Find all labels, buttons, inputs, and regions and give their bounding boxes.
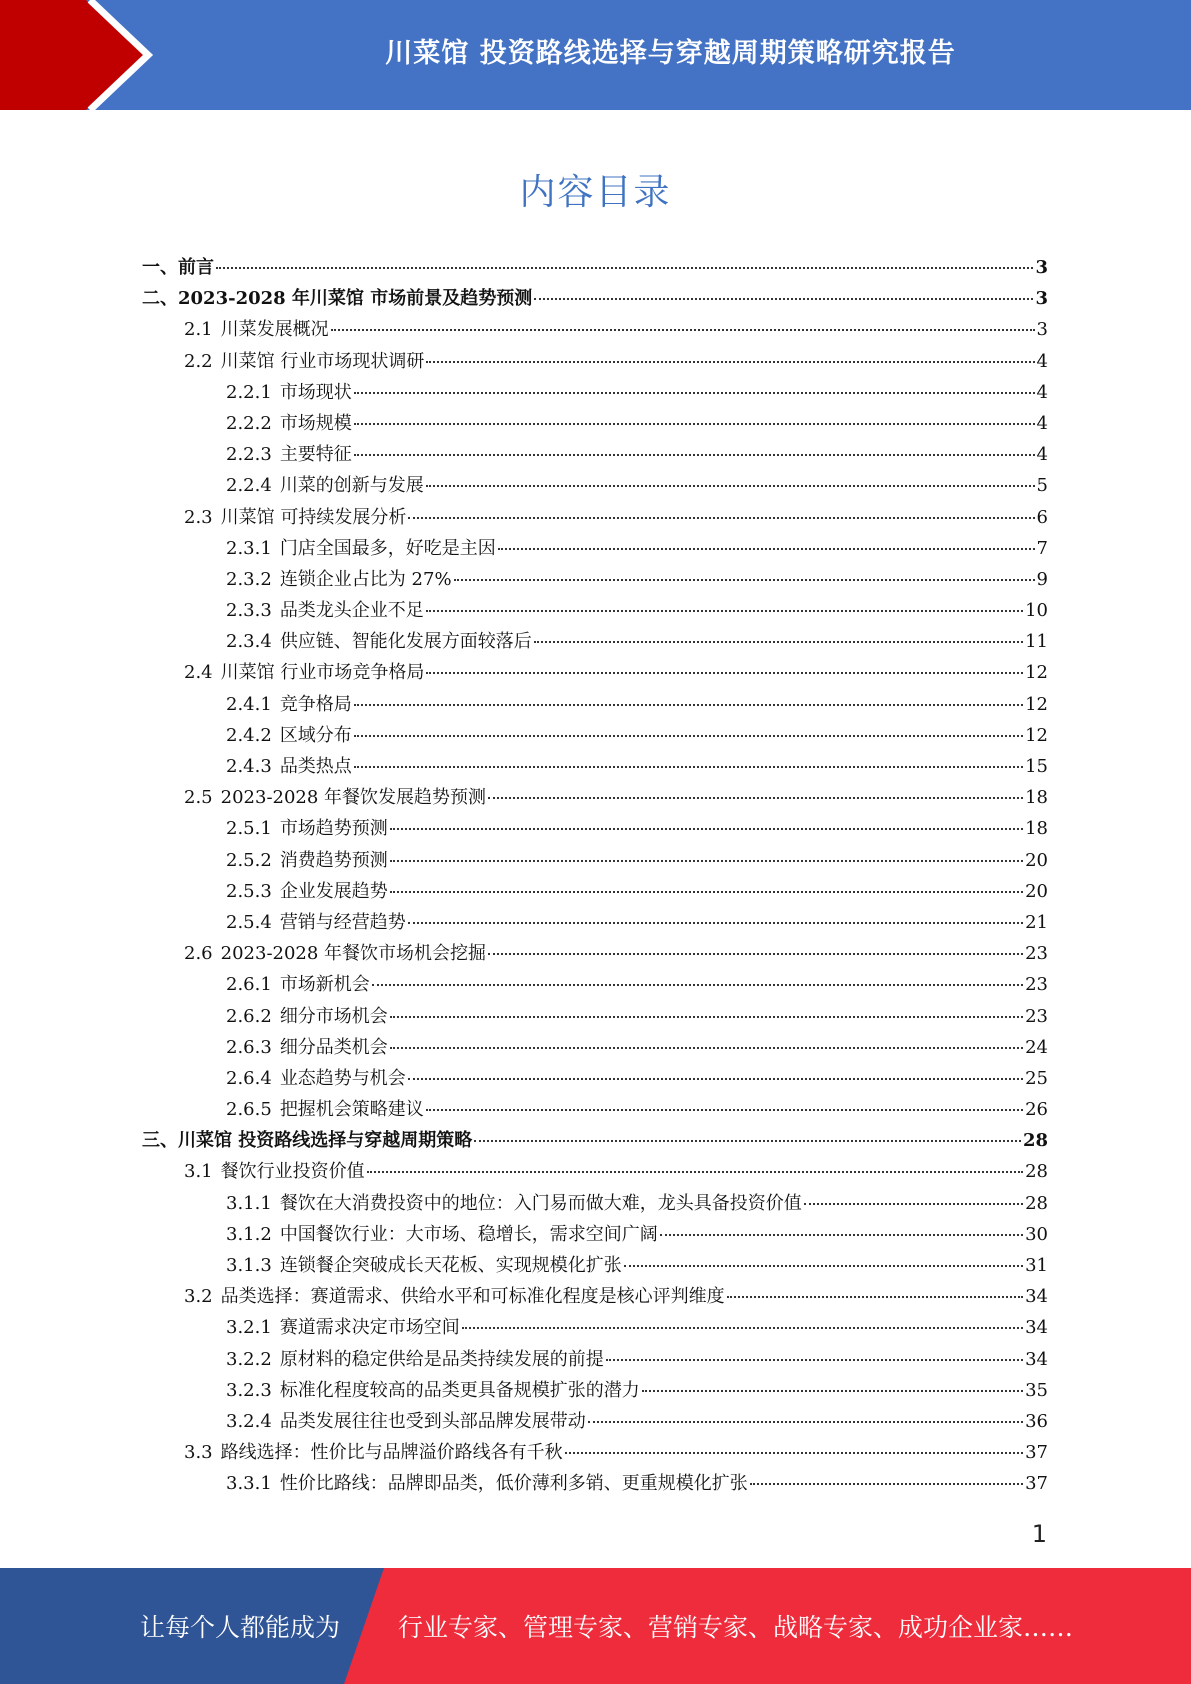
toc-dot-leader	[354, 735, 1023, 737]
toc-entry-title: 川菜馆 行业市场现状调研	[220, 350, 425, 372]
toc-entry-number: 2.4.3	[226, 756, 272, 777]
toc-dot-leader	[354, 704, 1023, 706]
toc-entry-page: 6	[1036, 506, 1048, 528]
toc-dot-leader	[372, 984, 1023, 986]
toc-entry-page: 24	[1025, 1036, 1048, 1058]
toc-entry[interactable]	[142, 1157, 1048, 1188]
toc-entry-title: 门店全国最多，好吃是主因	[279, 537, 496, 559]
toc-dot-leader	[390, 828, 1023, 830]
toc-entry-number: 3.2.3	[226, 1379, 272, 1401]
toc-entry-title: 供应链、智能化发展方面较落后	[279, 631, 532, 653]
toc-entry-number: 2.2	[184, 350, 213, 372]
toc-entry-title: 赛道需求决定市场空间	[279, 1317, 460, 1339]
toc-dot-leader	[462, 1327, 1023, 1329]
toc-entry-number: 2.1	[184, 319, 213, 341]
toc-entry-number: 2.3.3	[226, 600, 272, 622]
toc-entry[interactable]	[142, 1313, 1048, 1344]
toc-entry-page: 18	[1025, 818, 1048, 840]
toc-entry-number: 3.3.1	[226, 1473, 272, 1495]
toc-dot-leader	[426, 1109, 1023, 1111]
toc-entry-number: 2.5.1	[226, 818, 272, 840]
toc-entry-number: 2.2.1	[226, 381, 272, 403]
toc-entry-page: 15	[1025, 756, 1048, 777]
toc-entry[interactable]	[142, 378, 1048, 409]
toc-entry-number: 2.4	[184, 662, 213, 684]
toc-dot-leader	[488, 797, 1023, 799]
toc-dot-leader	[408, 922, 1023, 924]
toc-entry[interactable]	[142, 565, 1048, 596]
toc-entry-title: 竞争格局	[279, 693, 352, 715]
page-header	[0, 0, 1191, 110]
toc-entry[interactable]	[142, 877, 1048, 908]
toc-entry-page: 4	[1036, 412, 1048, 434]
toc-entry-page: 23	[1025, 1005, 1048, 1027]
toc-entry[interactable]	[142, 721, 1048, 752]
toc-dot-leader	[354, 454, 1035, 456]
toc-entry[interactable]	[142, 347, 1048, 378]
toc-entry-title: 川菜发展概况	[220, 319, 329, 341]
toc-dot-leader	[804, 1203, 1023, 1205]
toc-entry-number: 2.3.2	[226, 568, 272, 590]
toc-entry[interactable]	[142, 1002, 1048, 1033]
toc-entry[interactable]	[142, 1064, 1048, 1095]
toc-entry-number: 3.2.4	[226, 1410, 272, 1432]
toc-entry-page: 34	[1025, 1348, 1048, 1370]
toc-entry-page: 4	[1036, 350, 1048, 372]
toc-entry-page: 23	[1025, 943, 1048, 965]
toc-entry-page: 21	[1025, 911, 1048, 933]
toc-entry-page: 11	[1025, 631, 1048, 653]
toc-entry[interactable]	[142, 970, 1048, 1001]
toc-dot-leader	[642, 1390, 1023, 1392]
toc-entry-page: 28	[1022, 1130, 1048, 1152]
toc-entry-title: 餐饮在大消费投资中的地位：入门易而做大难，龙头具备投资价值	[279, 1192, 802, 1214]
toc-entry-title: 市场规模	[279, 412, 352, 434]
toc-entry-page: 3	[1036, 319, 1048, 341]
toc-entry-page: 4	[1036, 444, 1048, 466]
toc-entry[interactable]	[142, 1282, 1048, 1313]
toc-entry-title: 市场趋势预测	[279, 818, 388, 840]
toc-dot-leader	[390, 891, 1023, 893]
toc-entry-page: 12	[1025, 724, 1048, 746]
toc-entry-number: 2.6.5	[226, 1099, 272, 1121]
toc-entry-title: 品类选择：赛道需求、供给水平和可标准化程度是核心评判维度	[220, 1286, 725, 1308]
toc-entry-page: 34	[1025, 1286, 1048, 1308]
toc-heading: 内容目录	[519, 172, 672, 213]
toc-entry-title: 把握机会策略建议	[279, 1099, 424, 1121]
toc-dot-leader	[426, 485, 1035, 487]
toc-entry-number: 3.1	[184, 1161, 213, 1183]
toc-entry[interactable]	[142, 284, 1048, 315]
toc-entry-number: 3.3	[184, 1442, 213, 1464]
toc-entry-page: 37	[1025, 1442, 1048, 1464]
toc-dot-leader	[216, 267, 1033, 269]
toc-dot-leader	[498, 548, 1035, 550]
toc-entry-title: 川菜馆 可持续发展分析	[220, 506, 407, 528]
toc-entry[interactable]	[142, 503, 1048, 534]
toc-entry-page: 9	[1036, 568, 1048, 590]
toc-entry-page: 20	[1025, 880, 1048, 902]
toc-entry-title: 一、前言	[142, 257, 214, 278]
toc-entry-title: 细分市场机会	[279, 1005, 388, 1027]
toc-dot-leader	[408, 1078, 1023, 1080]
toc-entry[interactable]	[142, 1438, 1048, 1469]
toc-entry-page: 25	[1025, 1067, 1048, 1089]
toc-entry-number: 2.5	[184, 787, 213, 809]
toc-entry-title: 业态趋势与机会	[279, 1067, 406, 1089]
toc-entry-title: 中国餐饮行业：大市场、稳增长，需求空间广阔	[279, 1223, 658, 1245]
toc-entry-number: 2.4.1	[226, 693, 272, 715]
toc-entry[interactable]	[142, 1251, 1048, 1282]
toc-entry-number: 3.1.2	[226, 1223, 272, 1245]
toc-dot-leader	[660, 1234, 1023, 1236]
toc-dot-leader	[750, 1483, 1023, 1485]
toc-entry-page: 10	[1025, 600, 1048, 622]
page-footer	[0, 1568, 1191, 1684]
toc-entry[interactable]	[142, 440, 1048, 471]
toc-entry-page: 34	[1025, 1317, 1048, 1339]
toc-dot-leader	[727, 1296, 1023, 1298]
toc-entry-page: 5	[1036, 475, 1048, 497]
toc-dot-leader	[488, 953, 1023, 955]
toc-entry[interactable]	[142, 534, 1048, 565]
toc-entry-title: 连锁企业占比为 27%	[279, 568, 452, 590]
toc-dot-leader	[354, 423, 1035, 425]
toc-entry-title: 川菜馆 行业市场竞争格局	[220, 662, 425, 684]
toc-entry-title: 市场现状	[279, 381, 352, 403]
toc-entry[interactable]	[142, 315, 1048, 346]
toc-entry-number: 3.1.3	[226, 1255, 272, 1276]
toc-dot-leader	[624, 1265, 1023, 1267]
toc-entry-title: 2023-2028 年餐饮发展趋势预测	[220, 787, 487, 809]
toc-entry-number: 2.3.1	[226, 537, 272, 559]
toc-entry[interactable]	[142, 690, 1048, 721]
toc-dot-leader	[390, 1016, 1023, 1018]
toc-entry-page: 3	[1035, 288, 1048, 310]
toc-entry-number: 2.2.2	[226, 412, 272, 434]
toc-entry-title: 细分品类机会	[279, 1036, 388, 1058]
toc-entry-title: 三、川菜馆 投资路线选择与穿越周期策略	[142, 1130, 473, 1152]
toc-dot-leader	[390, 860, 1023, 862]
toc-entry[interactable]	[142, 752, 1048, 783]
footer-slogan-left: 让每个人都能成为	[140, 1613, 341, 1642]
toc-entry[interactable]	[142, 471, 1048, 502]
toc-entry-title: 品类发展往往也受到头部品牌发展带动	[279, 1410, 586, 1432]
toc-entry-number: 2.3.4	[226, 631, 272, 653]
toc-dot-leader	[565, 1452, 1023, 1454]
toc-entry-title: 性价比路线：品牌即品类，低价薄利多销、更重规模化扩张	[279, 1473, 748, 1495]
toc-entry[interactable]	[142, 1126, 1048, 1157]
toc-entry[interactable]	[142, 783, 1048, 814]
toc-dot-leader	[588, 1421, 1023, 1423]
toc-entry[interactable]	[142, 409, 1048, 440]
toc-entry-title: 营销与经营趋势	[279, 911, 406, 933]
toc-entry-page: 30	[1025, 1223, 1048, 1245]
toc-dot-leader	[606, 1359, 1023, 1361]
toc-entry-title: 区域分布	[279, 724, 352, 746]
toc-entry[interactable]	[142, 939, 1048, 970]
toc-entry-page: 12	[1025, 662, 1048, 684]
toc-dot-leader	[390, 1047, 1023, 1049]
toc-entry-page: 36	[1025, 1410, 1048, 1432]
toc-entry-page: 28	[1025, 1192, 1048, 1214]
toc-entry-page: 12	[1025, 693, 1048, 715]
toc-entry[interactable]	[142, 596, 1048, 627]
toc-entry-number: 2.6.1	[226, 974, 272, 996]
toc-entry[interactable]	[142, 1189, 1048, 1220]
toc-entry-page: 18	[1025, 787, 1048, 809]
toc-entry[interactable]	[142, 1469, 1048, 1500]
toc-entry-number: 2.6.3	[226, 1036, 272, 1058]
toc-entry[interactable]	[142, 658, 1048, 689]
toc-dot-leader	[426, 361, 1034, 363]
toc-entry[interactable]	[142, 846, 1048, 877]
toc-dot-leader	[534, 641, 1023, 643]
toc-entry-title: 2023-2028 年餐饮市场机会挖掘	[220, 943, 487, 965]
toc-dot-leader	[354, 766, 1023, 768]
toc-entry-page: 31	[1025, 1255, 1048, 1276]
toc-entry-page: 37	[1025, 1473, 1048, 1495]
toc-dot-leader	[331, 329, 1035, 331]
toc-entry-page: 20	[1025, 849, 1048, 871]
toc-entry-title: 原材料的稳定供给是品类持续发展的前提	[279, 1348, 604, 1370]
toc-dot-leader	[408, 517, 1034, 519]
toc-entry-number: 2.5.2	[226, 849, 272, 871]
toc-entry-number: 3.2.2	[226, 1348, 272, 1370]
toc-dot-leader	[367, 1171, 1023, 1173]
toc-entry[interactable]	[142, 1033, 1048, 1064]
toc-entry-number: 3.1.1	[226, 1192, 272, 1214]
toc-entry[interactable]	[142, 627, 1048, 658]
toc-entry[interactable]	[142, 253, 1048, 284]
toc-entry-number: 2.4.2	[226, 724, 272, 746]
table-of-contents	[142, 253, 1048, 1501]
toc-entry-number: 2.3	[184, 506, 213, 528]
toc-entry-title: 餐饮行业投资价值	[220, 1161, 365, 1183]
toc-entry-number: 2.5.4	[226, 911, 272, 933]
toc-entry-number: 2.2.4	[226, 475, 272, 497]
page-number: 1	[1031, 1520, 1047, 1548]
toc-entry-title: 标准化程度较高的品类更具备规模扩张的潜力	[279, 1379, 640, 1401]
toc-dot-leader	[534, 298, 1033, 300]
toc-dot-leader	[426, 672, 1023, 674]
toc-entry-page: 35	[1025, 1379, 1048, 1401]
toc-entry-number: 2.6.4	[226, 1067, 272, 1089]
toc-entry[interactable]	[142, 1345, 1048, 1376]
footer-slogan-right: 行业专家、管理专家、营销专家、战略专家、成功企业家……	[398, 1613, 1074, 1642]
toc-entry-title: 连锁餐企突破成长天花板、实现规模化扩张	[279, 1255, 622, 1276]
toc-entry-title: 企业发展趋势	[279, 880, 388, 902]
toc-entry-title: 路线选择：性价比与品牌溢价路线各有千秋	[220, 1442, 563, 1464]
toc-entry-title: 品类龙头企业不足	[279, 600, 424, 622]
toc-entry-number: 3.2	[184, 1286, 213, 1308]
toc-dot-leader	[474, 1140, 1021, 1142]
toc-entry[interactable]	[142, 1095, 1048, 1126]
toc-entry-title: 市场新机会	[279, 974, 370, 996]
toc-entry[interactable]	[142, 814, 1048, 845]
toc-entry-title: 川菜的创新与发展	[279, 475, 424, 497]
report-title: 川菜馆 投资路线选择与穿越周期策略研究报告	[385, 37, 956, 69]
toc-entry-number: 2.2.3	[226, 444, 272, 466]
toc-entry-page: 4	[1036, 381, 1048, 403]
toc-entry-title: 消费趋势预测	[279, 849, 388, 871]
toc-entry-number: 3.2.1	[226, 1317, 272, 1339]
toc-entry-page: 28	[1025, 1161, 1048, 1183]
toc-entry[interactable]	[142, 1407, 1048, 1438]
toc-entry-title: 品类热点	[279, 756, 352, 777]
toc-entry-title: 主要特征	[279, 444, 352, 466]
toc-dot-leader	[426, 610, 1023, 612]
toc-dot-leader	[454, 579, 1035, 581]
toc-entry[interactable]	[142, 908, 1048, 939]
toc-dot-leader	[354, 392, 1035, 394]
toc-entry-page: 23	[1025, 974, 1048, 996]
toc-entry-title: 二、2023-2028 年川菜馆 市场前景及趋势预测	[142, 288, 533, 310]
toc-entry-number: 2.5.3	[226, 880, 272, 902]
toc-entry[interactable]	[142, 1376, 1048, 1407]
toc-entry[interactable]	[142, 1220, 1048, 1251]
toc-entry-page: 3	[1035, 257, 1048, 278]
toc-entry-page: 7	[1036, 537, 1048, 559]
toc-entry-number: 2.6	[184, 943, 213, 965]
toc-entry-number: 2.6.2	[226, 1005, 272, 1027]
toc-entry-page: 26	[1025, 1099, 1048, 1121]
